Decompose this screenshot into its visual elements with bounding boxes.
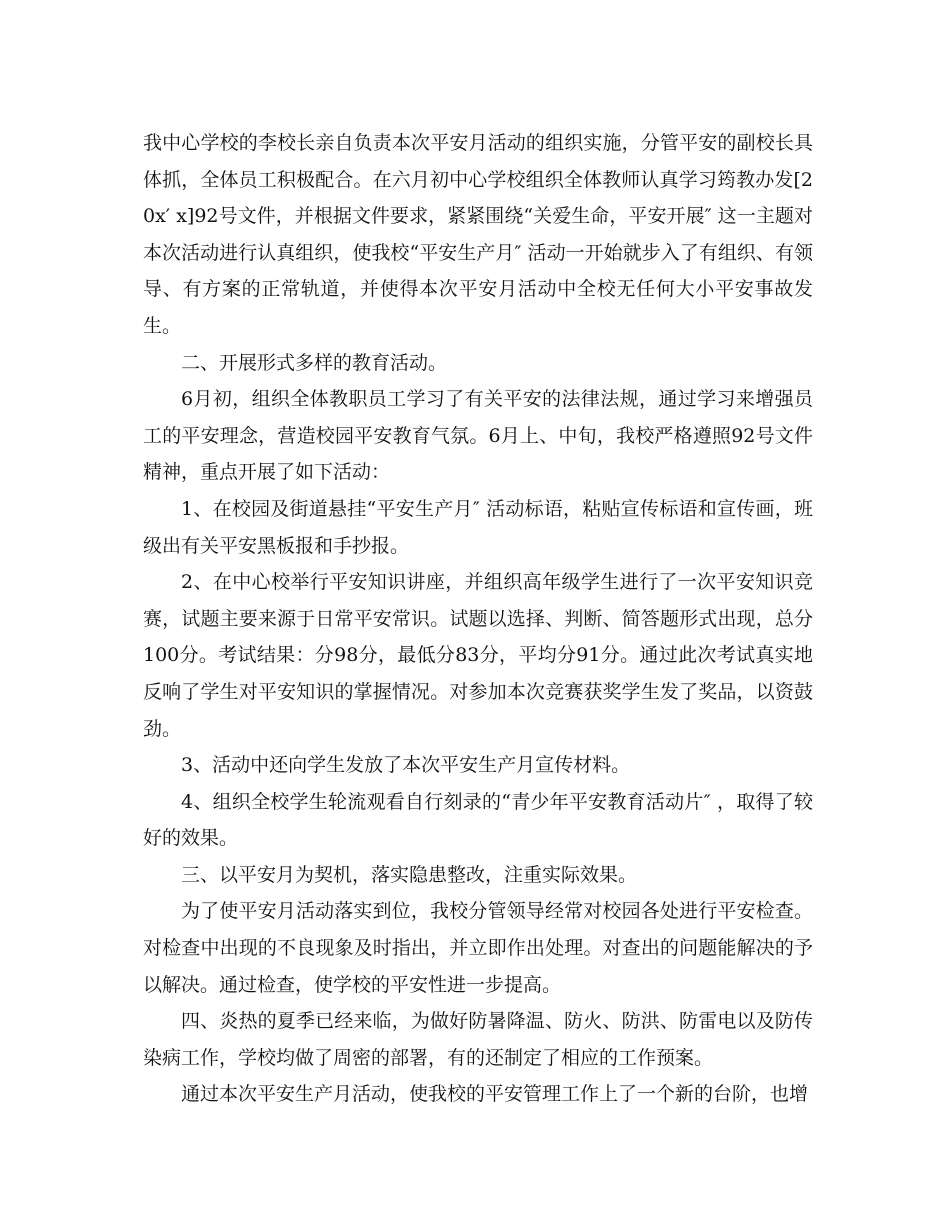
paragraph-11: 通过本次平安生产月活动，使我校的平安管理工作上了一个新的台阶，也增	[181, 1083, 809, 1106]
paragraph-6: 3、活动中还向学生发放了本次平安生产月宣传材料。	[181, 754, 631, 777]
paragraph-2-heading: 二、开展形式多样的教育活动。	[181, 351, 448, 374]
paragraph-5: 2、在中心校举行平安知识讲座，并组织高年级学生进行了一次平安知识竞赛，试题主要来源于日常平安常识。试题以选择、判断、简答题形式出现，总分100分。考试结果：分98分，最低分83分，平均分91分。通过此次考试真实地反响了学生对平安知识的掌握情况。对参加本次竞赛获奖学生发了奖品，以资鼓劲。	[143, 571, 813, 740]
paragraph-3: 6月初，组织全体教职员工学习了有关平安的法律法规，通过学习来增强员工的平安理念，营造校园平安教育气氛。6月上、中旬，我校严格遵照92号文件精神，重点开展了如下活动：	[143, 388, 813, 484]
document-body	[143, 125, 813, 1113]
paragraph-10: 四、炎热的夏季已经来临，为做好防暑降温、防火、防洪、防雷电以及防传染病工作，学校均做了周密的部署，有的还制定了相应的工作预案。	[143, 1010, 813, 1069]
paragraph-8-heading: 三、以平安月为契机，落实隐患整改，注重实际效果。	[181, 863, 638, 886]
paragraph-7: 4、组织全校学生轮流观看自行刻录的“青少年平安教育活动片″ ，取得了较好的效果。	[143, 790, 813, 850]
paragraph-4: 1、在校园及街道悬挂“平安生产月″ 活动标语，粘贴宣传标语和宣传画，班级出有关平安黑板报和手抄报。	[143, 497, 813, 557]
paragraph-9: 为了使平安月活动落实到位，我校分管领导经常对校园各处进行平安检查。对检查中出现的不良现象及时指出，并立即作出处理。对查出的问题能解决的予以解决。通过检查，使学校的平安性进一步提高。	[143, 900, 813, 996]
paragraph-1: 我中心学校的李校长亲自负责本次平安月活动的组织实施，分管平安的副校长具体抓，全体员工积极配合。在六月初中心学校组织全体教师认真学习筠教办发[20x′ x]92号文件，并根据文件要求，紧紧围绕“关爱生命，平安开展″ 这一主题对本次活动进行认真组织，使我校“平安生产月″ 活动一开始就步入了有组织、有领导、有方案的正常轨道，并使得本次平安月活动中全校无任何大小平安事故发生。	[143, 132, 813, 337]
